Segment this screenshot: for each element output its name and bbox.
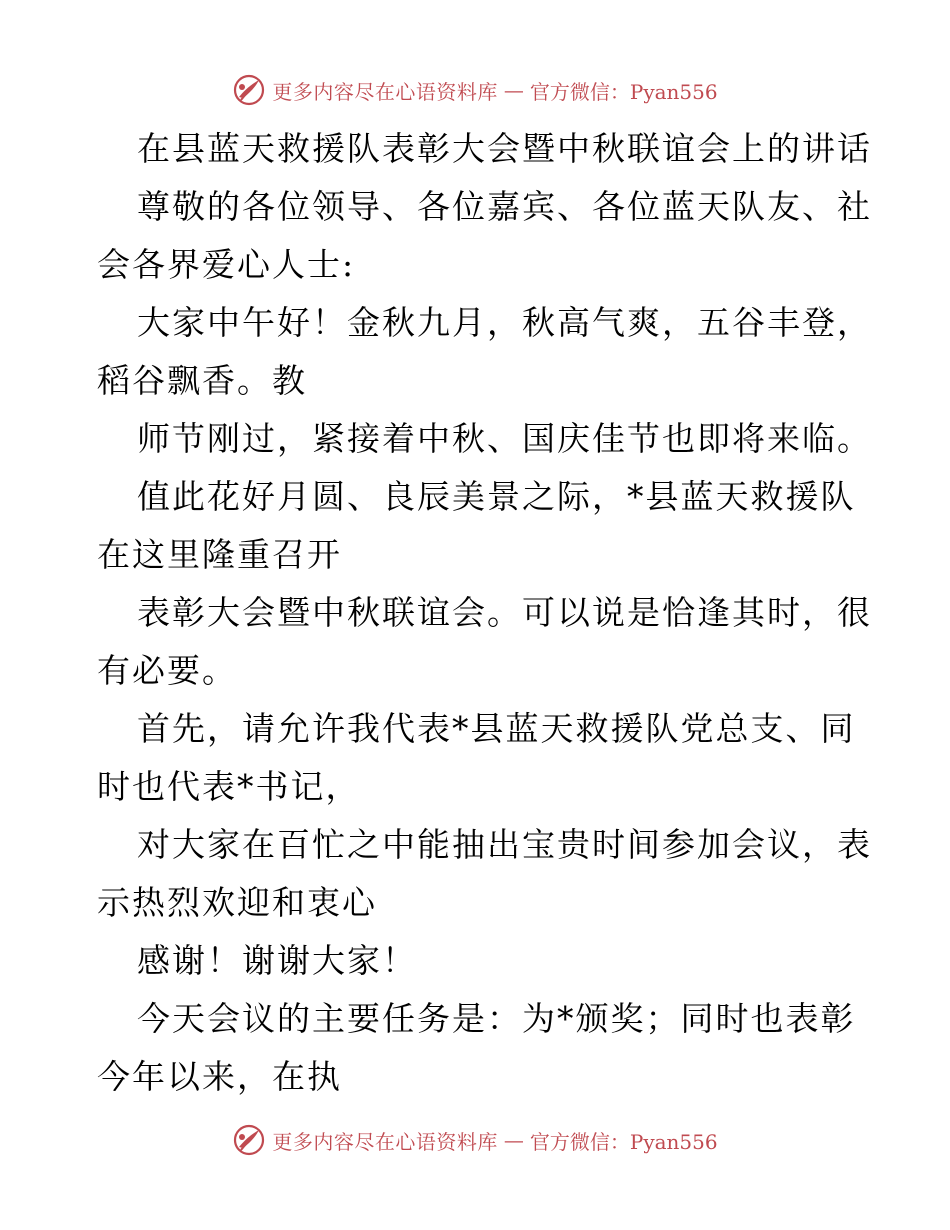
watermark-account: 官方微信：Pyan556 — [529, 79, 718, 104]
quill-logo-icon — [232, 1123, 266, 1157]
body-line: 示热烈欢迎和衷心 — [97, 883, 377, 922]
watermark-text: 更多内容尽在心语资料库 — [272, 1129, 498, 1154]
body-line: 会各界爱心人士: — [97, 245, 356, 284]
body-line: 感谢！谢谢大家！ — [137, 941, 417, 980]
document-title: 在县蓝天救援队表彰大会暨中秋联谊会上的讲话 — [137, 129, 872, 168]
body-line: 师节刚过，紧接着中秋、国庆佳节也即将来临。 — [137, 419, 872, 458]
watermark-dash: — — [503, 78, 524, 102]
body-line: 表彰大会暨中秋联谊会。可以说是恰逢其时，很 — [137, 593, 872, 632]
body-line: 有必要。 — [97, 651, 237, 690]
body-line: 今天会议的主要任务是：为*颁奖；同时也表彰 — [137, 999, 856, 1038]
body-line: 今年以来，在执 — [97, 1057, 342, 1096]
body-line: 在这里隆重召开 — [97, 535, 342, 574]
footer-watermark — [0, 1120, 950, 1160]
body-line: 时也代表*书记， — [97, 767, 361, 806]
watermark-account: 官方微信：Pyan556 — [529, 1129, 718, 1154]
body-line: 值此花好月圆、良辰美景之际，*县蓝天救援队 — [137, 477, 856, 516]
body-line: 首先，请允许我代表*县蓝天救援队党总支、同 — [137, 709, 856, 748]
body-line: 稻谷飘香。教 — [97, 361, 307, 400]
body-line: 尊敬的各位领导、各位嘉宾、各位蓝天队友、社 — [137, 187, 872, 226]
body-line: 对大家在百忙之中能抽出宝贵时间参加会议，表 — [137, 825, 872, 864]
document-body — [97, 120, 872, 1106]
body-line: 大家中午好！金秋九月，秋高气爽，五谷丰登， — [137, 303, 872, 342]
header-watermark — [0, 70, 950, 110]
watermark-text: 更多内容尽在心语资料库 — [272, 79, 498, 104]
quill-logo-icon — [232, 73, 266, 107]
watermark-dash: — — [503, 1128, 524, 1152]
